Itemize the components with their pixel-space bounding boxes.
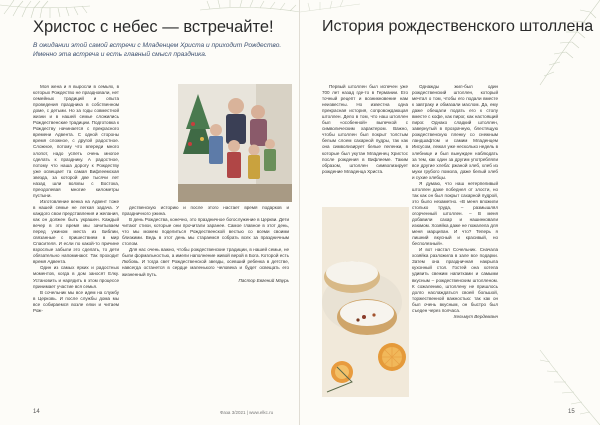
paragraph: Моя жена и я выросли в семьях, в которых Рождество не праздновали, нет семейных традиций и опыта проведения праздника в собственном доме, с детьми. Но за годы совместной жизни и в нашей семье сложились Рождественские традиции. Подготовка к Рождеству начинается с прекрасного времени Адвента. С одной стороны время сложное, с другой радостное. Сложное, потому что впереди много хлопот, надо успеть очень многое сделать к празднику. А радостное, потому что наша дорогу к Рождеству уже освещает та самая Вифлеемская звезда, за которой две тысячи лет назад шли волхвы с Востока, преодолевая многие километры пустыни.: [33, 84, 119, 198]
pine-branch-decoration: [500, 0, 600, 90]
stollen-photo: [322, 207, 409, 397]
paragraph: Один из самых ярких и радостных моментов, когда в дом заносят Елку. Установить и нарядить в этом процессе принимает участие вся семья.: [33, 265, 119, 289]
pine-branch-decoration: [500, 330, 600, 425]
stollen-illustration: [322, 207, 409, 397]
paragraph: Первый штоллен был испечен уже 700 лет назад где-то в Германии. Его точный рецепт и возникновение нам неизвестны. Но известна одна прекрасная история, сопровождающая штоллен. Дело в том, что наш штоллен был «особенной» выпечкой с символическим характером. Важно, чтобы штоллен был покрыт толстым белым слоем сахарной пудры, так как она символизирует белые пеленки, в которые был укутан Младенец Христос после рождения в Вифлееме. Таким образом, штоллен символизирует рождение Младенца Христа.: [322, 84, 408, 174]
article-column-3: [322, 84, 408, 204]
paragraph: И вот настал Сочельник. Сначала хозяйка разложила в зале все подарки. Затем она праздничная накрыла кухонный стол. Гостей она хотела удивить свежим напитками и самыми вкусным – рождественским штолленом. К сожалению, штоллену не пришлось долго наслаждаться своей большой, торжественной важностью: так как он был очень вкусным, он быстро был съеден через полчаса.: [412, 247, 498, 313]
paragraph: В сочельник мы все идем на службу в Церковь. И после службы дома мы все собираемся возле елки и читаем Рож-: [33, 289, 119, 313]
article-column-1: [33, 84, 119, 396]
lead-paragraph: В ожидании этой самой встречи с Младенцем Христа и приходит Рождество. Именно эта встреча и есть главный смысл праздника.: [33, 42, 282, 58]
magazine-footer: Фаза 3/2021 | www.elkc.ru: [220, 410, 274, 415]
right-page: [300, 0, 600, 425]
paragraph: дественскую историю и после этого настает время подарков и праздничного ужина.: [122, 205, 289, 217]
page-number: 15: [568, 409, 575, 415]
article-signature: Хельмут Вердеманн: [453, 313, 498, 319]
paragraph: Изготовление венка на Адвент тоже в нашей семье не легкая задача. У каждого свои представления и желания, как он должен быть украшен. Каждый вечер в это время мы зачитываем перед ужином места из Библии, связанные с пришествием в мир Спасителя. И если по какой-то причине взрослые забыли это сделать, то дети обязательно напоминают. Так проходит время Адвента.: [33, 198, 119, 265]
page-number: 14: [33, 409, 40, 415]
article-column-4: [412, 84, 498, 404]
paragraph: Я думаю, что наш нетерпеливый штоллен даже победнел от злости, но так как он был покрыт сахарной пудрой, это было незаметно. «В меня вложили столько труда, – размышлял огорченный штоллен. – В меня добавили сахар и нашинковали изюмом. Хозяйка даже не пожалела для меня марципан. И что? Теперь я лишний вкусный и красивый, но бесполезный».: [412, 180, 498, 247]
article-signature: Пастор Евгений Маурь: [238, 277, 289, 283]
paragraph: Для нас очень важно, чтобы рождественские традиции, в нашей семье, не были формальностью, а имели наполнение живой верой в Бога. Которой есть Любовь. И тогда свет Рождественской звезды, осевший ребенка в детстве, навсегда останется в сердце маленького человека и будет освещать его жизненный путь.: [122, 247, 289, 277]
family-illustration: [178, 84, 292, 202]
article-column-2: [122, 205, 289, 395]
family-photo: [178, 84, 292, 202]
page-title: Христос с небес — встречайте!: [33, 18, 274, 36]
paragraph: В день Рождества, конечно, это праздничное богослужение в Церкви. Дети читают стихи, которые они прочитали заранее. Самое главное в этот день, что мы можем поделиться Рождественской вестью со всеми своими близкими. Ведь в этот день мы стараемся собрать всех за праздничным столом.: [122, 217, 289, 247]
page-title: История рождественского штоллена: [322, 18, 594, 35]
paragraph: Однажды жил-был один рождественский штоллен, который мечтал о том, чтобы его подали вместе к завтраку и обмазали маслом. Да, ему даже обещали подать его к столу вместе с кофе, как пирог, как настоящий пирог. Однако сладкий штоллен, завернутый в прозрачную, блестящую рождественскую пленку со снежным ландшафтом и самим Младенцем Иисусом, лежал уже несколько недель в хлебнице и был вынужден наблюдать за тем, как один за другим употребляли все другие хлеба: ржаной хлеб, хлеб из муки грубого помола, даже белый хлеб и сухие хлебцы.: [412, 84, 498, 180]
